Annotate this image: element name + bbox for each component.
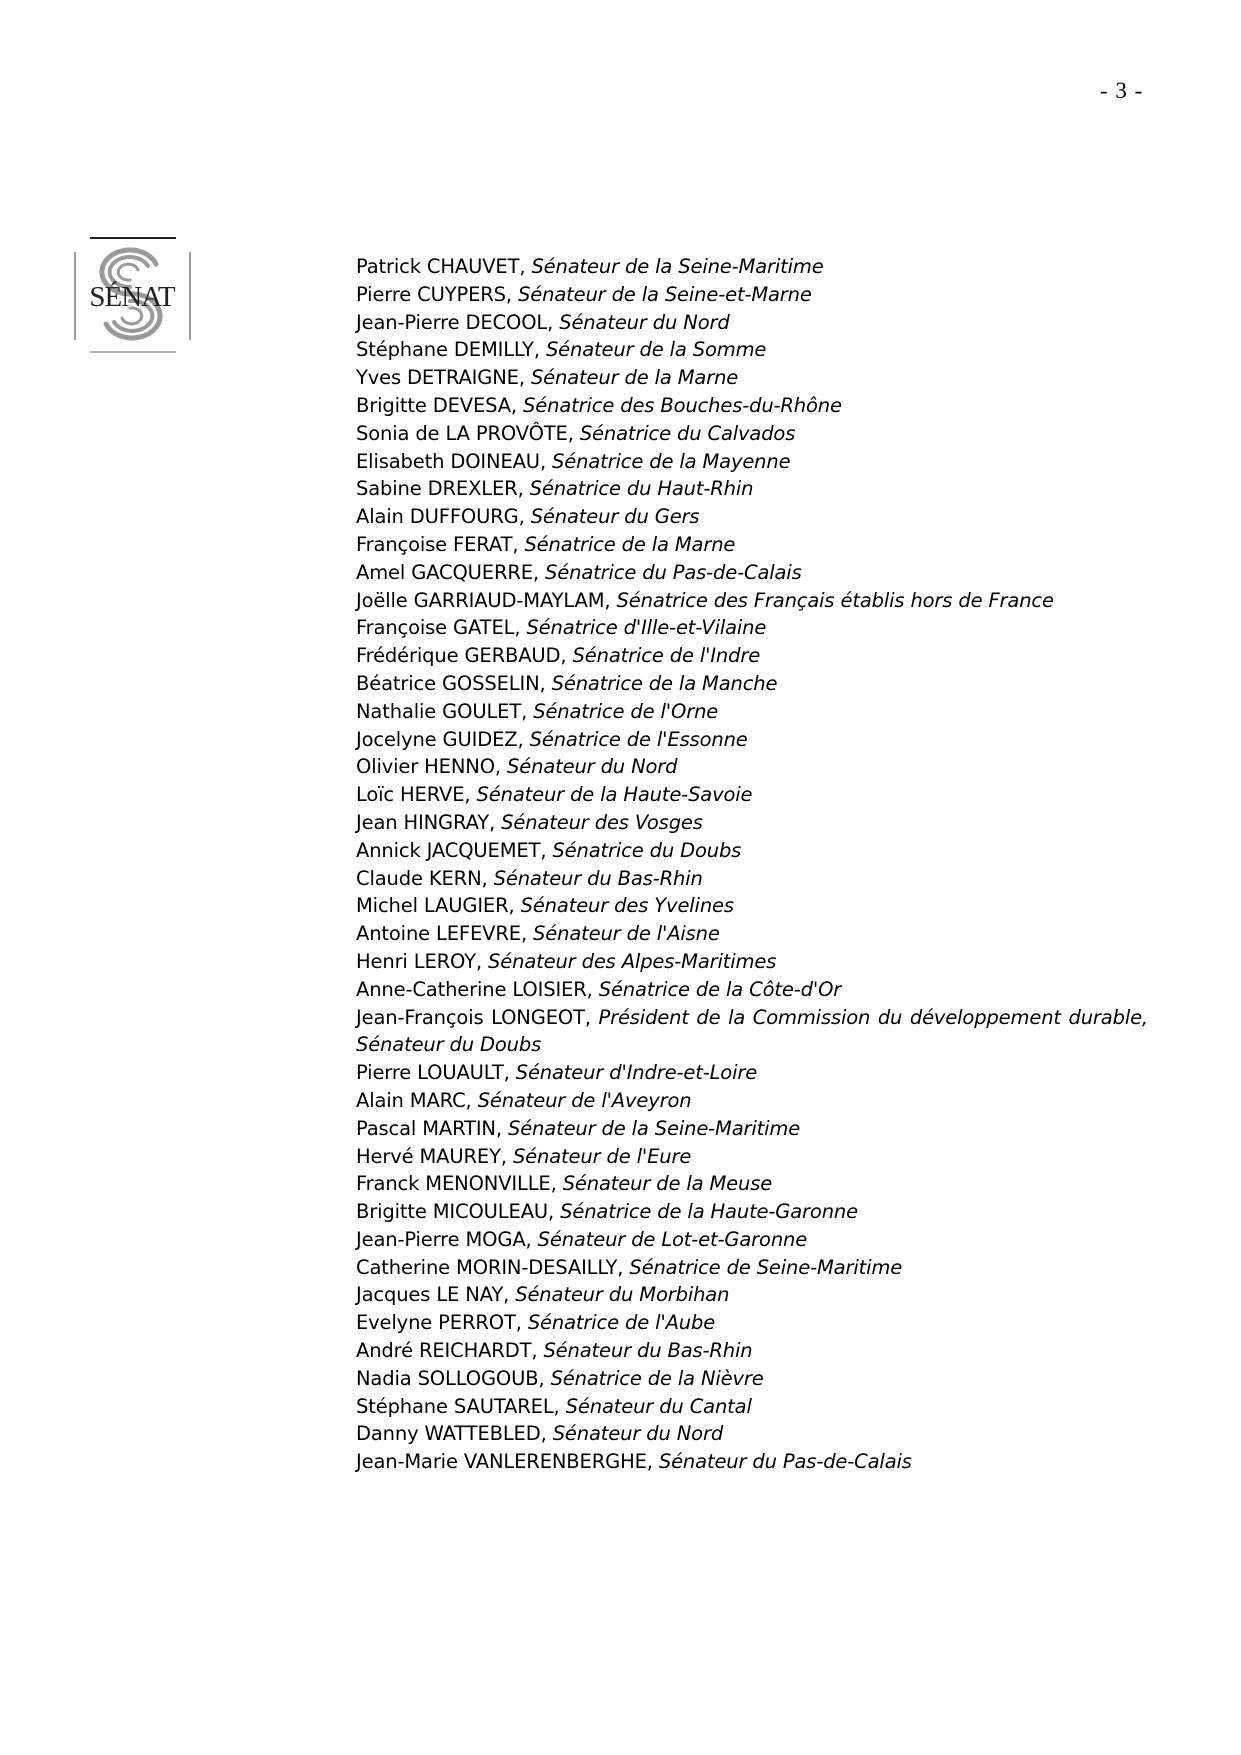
member-title: Sénateur de la Marne	[530, 366, 739, 390]
member-name: Jean-Marie VANLERENBERGHE	[356, 1450, 647, 1474]
member-entry: Pierre LOUAULT, Sénateur d'Indre-et-Loire	[356, 1061, 758, 1085]
member-title: Sénatrice de la Côte-d'Or	[598, 977, 842, 1001]
member-name: Françoise FERAT	[356, 532, 513, 556]
member-entry: Catherine MORIN-DESAILLY, Sénatrice de Seine-Maritime	[356, 1255, 903, 1279]
member-title: Sénatrice de l'Essonne	[529, 727, 748, 751]
member-name: Brigitte MICOULEAU	[356, 1200, 549, 1224]
member-title: Sénateur du Pas-de-Calais	[658, 1450, 912, 1474]
member-title: Sénateur du Nord	[559, 310, 730, 334]
member-title: Sénateur de la Haute-Savoie	[476, 783, 753, 807]
member-title: Sénateur de la Meuse	[562, 1172, 773, 1196]
logo-text: SÉNAT	[89, 281, 175, 313]
member-name: Pierre CUYPERS	[356, 282, 506, 306]
member-name: Jean-François LONGEOT	[356, 1005, 585, 1029]
member-entry: Stéphane SAUTAREL, Sénateur du Cantal	[356, 1394, 752, 1418]
member-entry: Elisabeth DOINEAU, Sénatrice de la Mayenne	[356, 449, 791, 473]
member-name: Pascal MARTIN	[356, 1116, 496, 1140]
member-title: Sénatrice du Haut-Rhin	[529, 477, 754, 501]
member-title: Sénateur de l'Aveyron	[477, 1088, 692, 1112]
member-entry: Claude KERN, Sénateur du Bas-Rhin	[356, 866, 703, 890]
member-title: Sénateur de la Seine-Maritime	[507, 1116, 801, 1140]
member-title: Sénatrice de la Nièvre	[550, 1366, 764, 1390]
member-entry: Jean-Pierre DECOOL, Sénateur du Nord	[356, 310, 730, 334]
member-entry: Nadia SOLLOGOUB, Sénatrice de la Nièvre	[356, 1366, 764, 1390]
member-name: Evelyne PERROT	[356, 1311, 516, 1335]
member-entry: Alain MARC, Sénateur de l'Aveyron	[356, 1088, 692, 1112]
member-entry: Alain DUFFOURG, Sénateur du Gers	[356, 505, 700, 529]
member-entry: Michel LAUGIER, Sénateur des Yvelines	[356, 894, 734, 918]
member-title: Sénateur des Vosges	[501, 810, 703, 834]
member-title: Sénatrice des Bouches-du-Rhône	[523, 393, 842, 417]
member-name: Yves DETRAIGNE	[356, 366, 519, 390]
member-name: Amel GACQUERRE	[356, 560, 533, 584]
member-name: Antoine LEFEVRE	[356, 922, 521, 946]
member-entry: Frédérique GERBAUD, Sénatrice de l'Indre	[356, 644, 761, 668]
member-title: Sénatrice des Français établis hors de France	[616, 588, 1054, 612]
member-name: Nathalie GOULET	[356, 699, 522, 723]
member-entry: Danny WATTEBLED, Sénateur du Nord	[356, 1422, 724, 1446]
member-title: Sénatrice de Seine-Maritime	[629, 1255, 903, 1279]
member-title: Sénatrice de la Haute-Garonne	[560, 1200, 858, 1224]
member-entry: Béatrice GOSSELIN, Sénatrice de la Manche	[356, 671, 778, 695]
member-entry: Pierre CUYPERS, Sénateur de la Seine-et-Marne	[356, 282, 812, 306]
member-title: Sénateur du Gers	[530, 505, 700, 529]
member-entry: Françoise GATEL, Sénatrice d'Ille-et-Vilaine	[356, 616, 767, 640]
member-name: Jacques LE NAY	[356, 1283, 504, 1307]
member-title: Sénateur du Bas-Rhin	[493, 866, 703, 890]
member-entry: Françoise FERAT, Sénatrice de la Marne	[356, 532, 736, 556]
member-name: Michel LAUGIER	[356, 894, 509, 918]
member-title: Sénateur du Nord	[552, 1422, 724, 1446]
member-name: Henri LEROY	[356, 949, 476, 973]
member-name: Stéphane SAUTAREL	[356, 1394, 554, 1418]
member-title: Sénateur des Alpes-Maritimes	[488, 949, 777, 973]
member-title: Sénatrice de la Manche	[551, 671, 778, 695]
member-entry: Brigitte MICOULEAU, Sénatrice de la Haute-Garonne	[356, 1200, 858, 1224]
member-entry: Pascal MARTIN, Sénateur de la Seine-Maritime	[356, 1116, 801, 1140]
member-entry: Franck MENONVILLE, Sénateur de la Meuse	[356, 1172, 773, 1196]
member-title: Sénateur des Yvelines	[520, 894, 734, 918]
member-title: Sénateur de l'Eure	[512, 1144, 692, 1168]
member-title: Sénatrice de l'Orne	[533, 699, 719, 723]
member-entry: André REICHARDT, Sénateur du Bas-Rhin	[356, 1339, 753, 1363]
member-name: Anne-Catherine LOISIER	[356, 977, 587, 1001]
member-title: Sénatrice de la Mayenne	[552, 449, 791, 473]
member-name: Béatrice GOSSELIN	[356, 671, 540, 695]
member-title: Sénatrice de l'Aube	[527, 1311, 716, 1335]
member-title: Sénatrice du Doubs	[552, 838, 742, 862]
member-name: Claude KERN	[356, 866, 482, 890]
member-entry: Patrick CHAUVET, Sénateur de la Seine-Maritime	[356, 255, 824, 278]
member-title: Sénateur de Lot-et-Garonne	[537, 1227, 808, 1251]
member-title: Sénatrice de la Marne	[524, 532, 736, 556]
member-name: Jean-Pierre MOGA	[356, 1227, 526, 1251]
member-title: Sénateur de l'Aisne	[533, 922, 720, 946]
member-name: Alain DUFFOURG	[356, 505, 519, 529]
member-title: Sénatrice du Pas-de-Calais	[545, 560, 802, 584]
member-entry: Sonia de LA PROVÔTE, Sénatrice du Calvados	[356, 421, 796, 445]
member-title: Sénatrice de l'Indre	[572, 644, 761, 668]
member-title: Sénateur du Cantal	[565, 1394, 752, 1418]
member-title: Sénatrice du Calvados	[579, 421, 796, 445]
member-title: Sénateur de la Seine-Maritime	[531, 255, 824, 278]
member-name: Olivier HENNO	[356, 755, 495, 779]
member-name: Françoise GATEL	[356, 616, 515, 640]
member-name: André REICHARDT	[356, 1339, 532, 1363]
member-title: Président de la Commission du développement durable, Sénateur du Doubs	[356, 1005, 1148, 1057]
member-entry: Amel GACQUERRE, Sénatrice du Pas-de-Calais	[356, 560, 802, 584]
member-name: Sabine DREXLER	[356, 477, 518, 501]
member-title: Sénatrice d'Ille-et-Vilaine	[526, 616, 767, 640]
member-name: Patrick CHAUVET	[356, 255, 520, 278]
member-name: Annick JACQUEMET	[356, 838, 541, 862]
member-list	[356, 253, 1156, 1476]
member-entry: Antoine LEFEVRE, Sénateur de l'Aisne	[356, 922, 720, 946]
member-name: Danny WATTEBLED	[356, 1422, 541, 1446]
member-title: Sénateur du Morbihan	[515, 1283, 730, 1307]
member-name: Frédérique GERBAUD	[356, 644, 561, 668]
member-name: Brigitte DEVESA	[356, 393, 511, 417]
member-title: Sénateur du Nord	[507, 755, 678, 779]
member-entry: Jean-Marie VANLERENBERGHE, Sénateur du Pas-de-Calais	[356, 1450, 912, 1474]
member-name: Alain MARC	[356, 1088, 466, 1112]
member-entry: Jacques LE NAY, Sénateur du Morbihan	[356, 1283, 730, 1307]
member-name: Jean-Pierre DECOOL	[356, 310, 548, 334]
member-entry: Jean HINGRAY, Sénateur des Vosges	[356, 810, 703, 834]
member-entry: Henri LEROY, Sénateur des Alpes-Maritimes	[356, 949, 777, 973]
member-entry: Hervé MAUREY, Sénateur de l'Eure	[356, 1144, 692, 1168]
member-entry: Jocelyne GUIDEZ, Sénatrice de l'Essonne	[356, 727, 748, 751]
member-title: Sénateur du Bas-Rhin	[543, 1339, 753, 1363]
member-name: Loïc HERVE	[356, 783, 465, 807]
member-entry: Jean-Pierre MOGA, Sénateur de Lot-et-Garonne	[356, 1227, 808, 1251]
member-name: Catherine MORIN-DESAILLY	[356, 1255, 618, 1279]
member-name: Hervé MAUREY	[356, 1144, 501, 1168]
member-entry: Stéphane DEMILLY, Sénateur de la Somme	[356, 338, 767, 362]
member-entry: Jean-François LONGEOT, Président de la Commission du développement durable, Sénateur du Doubs	[356, 1005, 1148, 1057]
member-entry: Anne-Catherine LOISIER, Sénatrice de la Côte-d'Or	[356, 977, 842, 1001]
member-name: Franck MENONVILLE	[356, 1172, 551, 1196]
member-entry: Annick JACQUEMET, Sénatrice du Doubs	[356, 838, 742, 862]
member-name: Elisabeth DOINEAU	[356, 449, 540, 473]
member-title: Sénateur de la Somme	[545, 338, 767, 362]
member-entry: Joëlle GARRIAUD-MAYLAM, Sénatrice des Français établis hors de France	[356, 588, 1054, 612]
member-name: Sonia de LA PROVÔTE	[356, 421, 568, 445]
member-name: Jocelyne GUIDEZ	[356, 727, 518, 751]
member-name: Joëlle GARRIAUD-MAYLAM	[356, 588, 605, 612]
member-entry: Loïc HERVE, Sénateur de la Haute-Savoie	[356, 783, 753, 807]
member-name: Pierre LOUAULT	[356, 1061, 504, 1085]
member-entry: Nathalie GOULET, Sénatrice de l'Orne	[356, 699, 719, 723]
member-name: Nadia SOLLOGOUB	[356, 1366, 539, 1390]
member-entry: Brigitte DEVESA, Sénatrice des Bouches-du-Rhône	[356, 393, 842, 417]
member-title: Sénateur de la Seine-et-Marne	[518, 282, 812, 306]
page-number: - 3 -	[1100, 78, 1144, 103]
member-entry: Sabine DREXLER, Sénatrice du Haut-Rhin	[356, 477, 754, 501]
member-entry: Evelyne PERROT, Sénatrice de l'Aube	[356, 1311, 716, 1335]
member-title: Sénateur d'Indre-et-Loire	[515, 1061, 758, 1085]
member-name: Stéphane DEMILLY	[356, 338, 534, 362]
member-entry: Olivier HENNO, Sénateur du Nord	[356, 755, 678, 779]
senat-logo	[72, 234, 192, 354]
member-name: Jean HINGRAY	[356, 810, 490, 834]
member-entry: Yves DETRAIGNE, Sénateur de la Marne	[356, 366, 739, 390]
